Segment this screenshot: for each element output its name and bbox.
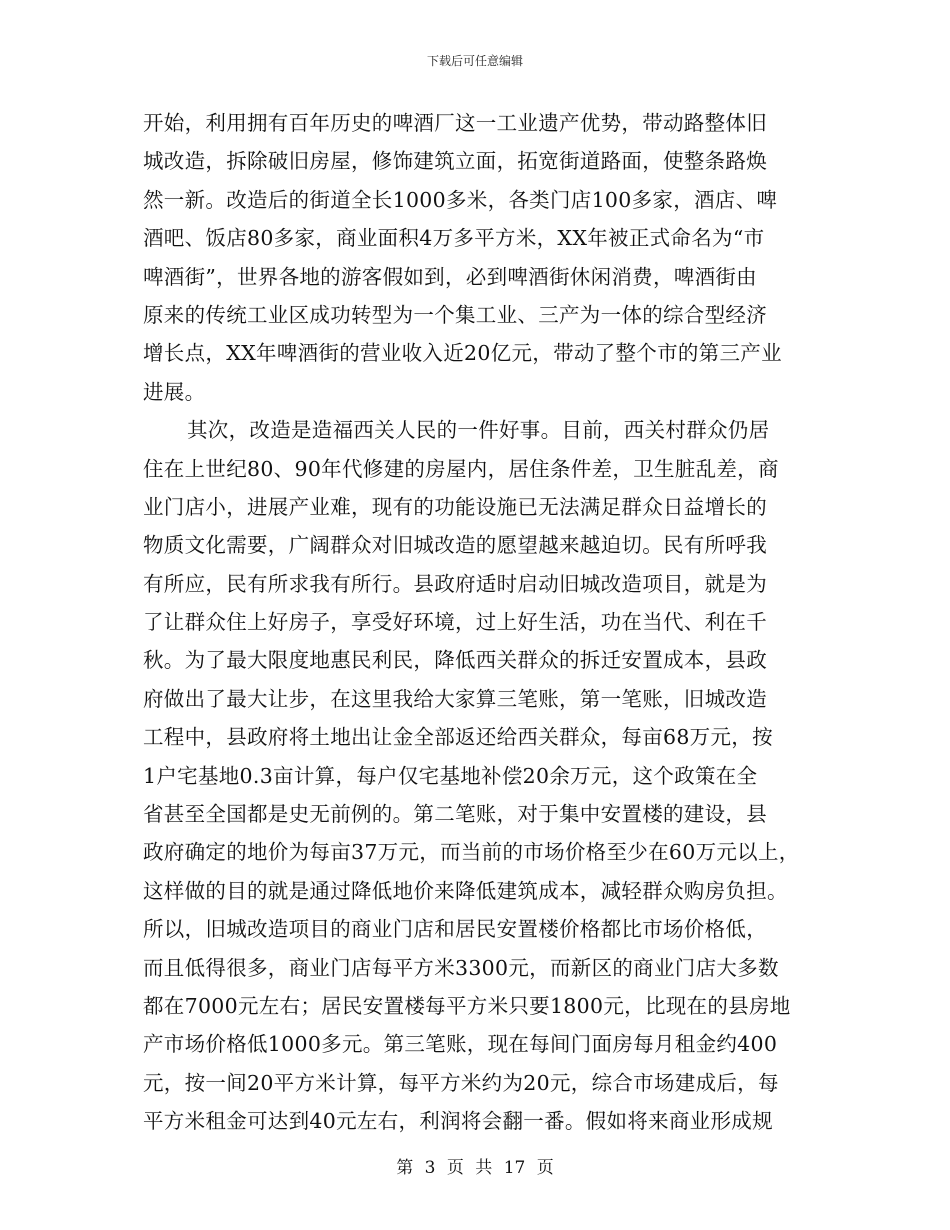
text-line: 府做出了最大让步，在这里我给大家算三笔账，第一笔账，旧城改造 [143, 686, 767, 711]
text-line: 然一新。改造后的街道全长1000多米，各类门店100多家，酒店、啤 [143, 187, 778, 212]
text-line: 工程中，县政府将土地出让金全部返还给西关群众，每亩68万元，按 [143, 725, 773, 750]
text-line: 物质文化需要，广阔群众对旧城改造的愿望越来越迫切。民有所呼我 [143, 533, 767, 558]
document-body [143, 104, 807, 1141]
text-line: 开始，利用拥有百年历史的啤酒厂这一工业遗产优势，带动路整体旧 [143, 111, 767, 135]
text-line: 政府确定的地价为每亩37万元，而当前的市场价格至少在60万元以上， [143, 840, 800, 865]
text-line: 啤酒街”，世界各地的游客假如到，必到啤酒街休闲消费，啤酒街由 [143, 264, 757, 289]
page-header [0, 52, 950, 69]
text-line: 有所应，民有所求我有所行。县政府适时启动旧城改造项目，就是为 [143, 571, 767, 596]
page-number: 第 3 页 共 17 页 [396, 1158, 554, 1178]
text-line: 元，按一间20平方米计算，每平方米约为20元，综合市场建成后，每 [143, 1070, 779, 1095]
text-line: 省甚至全国都是史无前例的。第二笔账，对于集中安置楼的建设，县 [143, 802, 767, 827]
text-line: 1户宅基地0.3亩计算，每户仅宅基地补偿20余万元，这个政策在全 [143, 763, 758, 788]
text-line: 其次，改造是造福西关人民的一件好事。目前，西关村群众仍居 [187, 418, 770, 443]
text-line: 酒吧、饭店80多家，商业面积4万多平方米，XX年被正式命名为“市 [143, 226, 765, 251]
text-line: 住在上世纪80、90年代修建的房屋内，居住条件差，卫生脏乱差，商 [143, 456, 779, 481]
text-line: 平方米租金可达到40元左右，利润将会翻一番。假如将来商业形成规 [143, 1109, 773, 1134]
text-line: 产市场价格低1000多元。第三笔账，现在每间门面房每月租金约400 [143, 1032, 778, 1057]
text-line: 进展。 [143, 379, 206, 404]
text-line: 都在7000元左右；居民安置楼每平方米只要1800元，比现在的县房地 [143, 993, 791, 1018]
text-line: 业门店小，进展产业难，现有的功能设施已无法满足群众日益增长的 [143, 494, 767, 519]
text-line: 所以，旧城改造项目的商业门店和居民安置楼价格都比市场价格低， [143, 917, 767, 942]
text-line: 增长点，XX年啤酒街的营业收入近20亿元，带动了整个市的第三产业 [143, 341, 782, 366]
text-line: 原来的传统工业区成功转型为一个集工业、三产为一体的综合型经济 [143, 302, 767, 327]
text-line: 秋。为了最大限度地惠民利民，降低西关群众的拆迁安置成本，县政 [143, 648, 767, 673]
text-line: 城改造，拆除破旧房屋，修饰建筑立面，拓宽街道路面，使整条路焕 [143, 149, 767, 174]
text-line: 这样做的目的就是通过降低地价来降低建筑成本，减轻群众购房负担。 [143, 878, 788, 903]
text-line: 了让群众住上好房子，享受好环境，过上好生活，功在当代、利在千 [143, 610, 767, 635]
header-text: 下载后可任意编辑 [426, 54, 523, 68]
page-footer [0, 1153, 950, 1178]
text-line: 而且低得很多，商业门店每平方米3300元，而新区的商业门店大多数 [143, 955, 779, 980]
